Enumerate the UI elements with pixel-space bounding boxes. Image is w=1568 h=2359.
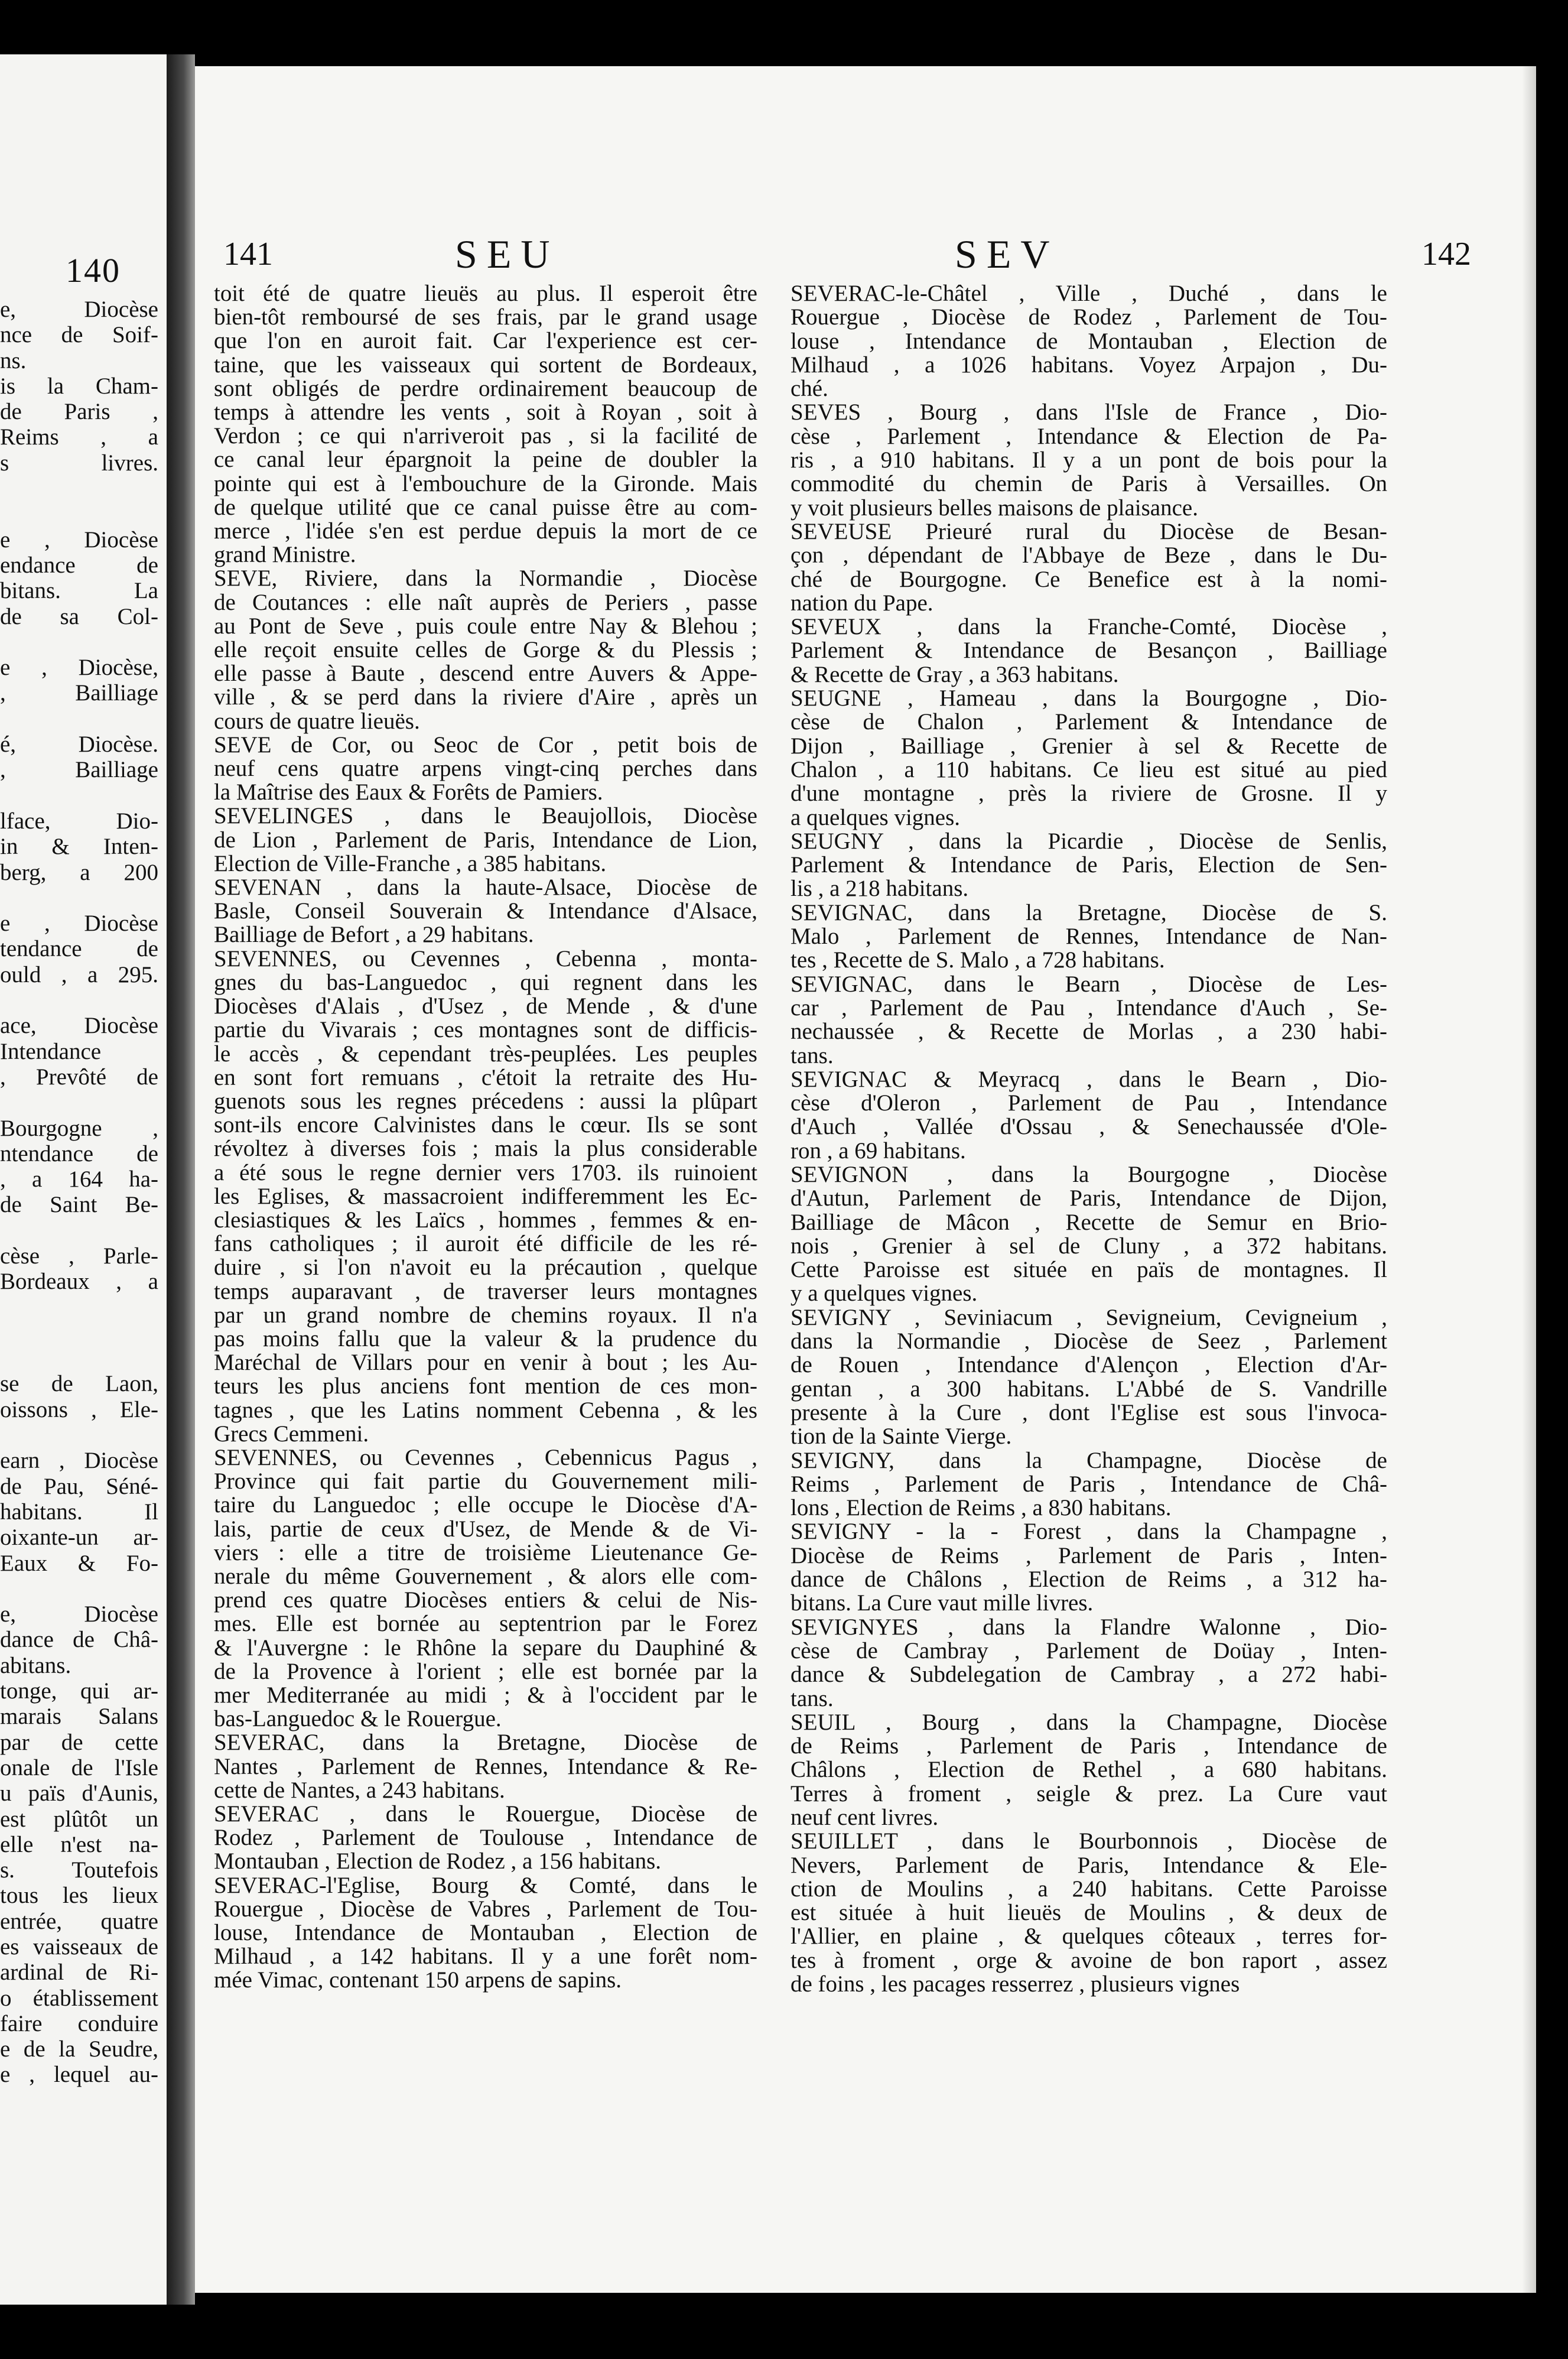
text-line: Milhaud , a 1026 habitans. Voyez Arpajon , Du-: [790, 352, 1387, 378]
text-line: SEVES , Bourg , dans l'Isle de France , Dio-: [790, 399, 1387, 425]
text-line: au Pont de Seve , puis coule entre Nay & Blehou ;: [214, 613, 757, 639]
text-line: en sont fort remuans , c'étoit la retraite des Hu-: [214, 1064, 757, 1090]
text-line: Reims , Parlement de Paris , Intendance de Châ-: [790, 1471, 1387, 1497]
previous-page-line: de sa Col-: [0, 603, 158, 629]
previous-page-line: [0, 783, 167, 808]
text-line: le accès , & cependant très-peuplées. Les peuples: [214, 1041, 757, 1067]
previous-page-line: [0, 629, 167, 655]
text-line: cette de Nantes, a 243 habitans.: [214, 1777, 505, 1803]
text-line: d'Autun, Parlement de Paris, Intendance de Dijon,: [790, 1185, 1387, 1211]
text-line: grand Ministre.: [214, 542, 356, 568]
text-line: Terres à froment , seigle & prez. La Cure vaut: [790, 1780, 1387, 1806]
previous-page-line: e , lequel au-: [0, 2062, 158, 2088]
previous-page-line: u païs d'Aunis,: [0, 1780, 158, 1806]
previous-page-line: Bordeaux , a: [0, 1269, 158, 1295]
previous-page-line: ns.: [0, 347, 27, 373]
previous-page-line: e, Diocèse: [0, 297, 158, 322]
text-line: sont-ils encore Calvinistes dans le cœur. Ils se sont: [214, 1112, 757, 1138]
text-line: Parlement & Intendance de Paris, Election de Sen-: [790, 852, 1387, 878]
text-line: SEVENAN , dans la haute-Alsace, Diocèse de: [214, 875, 757, 901]
previous-page-line: ould , a 295.: [0, 961, 158, 987]
previous-page-line: , Prevôté de: [0, 1064, 158, 1090]
previous-page-line: entrée, quatre: [0, 1908, 158, 1934]
previous-page-line: s. Toutefois: [0, 1857, 158, 1883]
previous-page-line: Bourgogne ,: [0, 1115, 158, 1141]
previous-page-line: [0, 885, 167, 911]
previous-page-line: [0, 476, 167, 501]
text-line: SEVERAC, dans la Bretagne, Diocèse de: [214, 1730, 757, 1756]
text-line: louse , Intendance de Montauban , Election de: [790, 328, 1387, 354]
previous-page-line: se de Laon,: [0, 1371, 158, 1397]
text-line: SEVE, Riviere, dans la Normandie , Diocèse: [214, 566, 757, 592]
text-line: bien-tôt remboursé de ses frais, par le grand usage: [214, 304, 757, 330]
text-line: Rodez , Parlement de Toulouse , Intendance de: [214, 1825, 757, 1851]
text-line: cèse d'Oleron , Parlement de Pau , Intendance: [790, 1090, 1387, 1116]
previous-page-line: is la Cham-: [0, 373, 158, 399]
previous-page-line: tous les lieux: [0, 1883, 158, 1909]
text-line: dance & Subdelegation de Cambray , a 272 habi-: [790, 1662, 1387, 1688]
previous-page-line: [0, 1576, 167, 1601]
previous-page-line: bitans. La: [0, 578, 158, 604]
previous-page-line: es vaisseaux de: [0, 1934, 158, 1960]
text-line: toit été de quatre lieuës au plus. Il esperoit être: [214, 281, 757, 306]
text-line: de quelque utilité que ce canal puisse être au com-: [214, 494, 757, 520]
text-line: Dijon , Bailliage , Grenier à sel & Recette de: [790, 733, 1387, 759]
previous-page-line: , Bailliage: [0, 680, 158, 706]
book-gutter: [167, 54, 195, 2305]
text-line: Parlement & Intendance de Besançon , Bailliage: [790, 638, 1387, 664]
text-line: SEVIGNON , dans la Bourgogne , Diocèse: [790, 1161, 1387, 1187]
book-page: [195, 66, 1536, 2293]
text-line: d'Auch , Vallée d'Ossau , & Senechaussée d'Ole-: [790, 1114, 1387, 1140]
text-line: SEVIGNYES , dans la Flandre Walonne , Dio-: [790, 1614, 1387, 1640]
previous-page-line: tonge, qui ar-: [0, 1678, 158, 1704]
text-line: SEVIGNAC, dans la Bretagne, Diocèse de S.: [790, 899, 1387, 925]
previous-page-line: o établissement: [0, 1985, 158, 2011]
previous-page-line: tendance de: [0, 936, 158, 962]
text-line: partie du Vivarais ; ces montagnes sont de difficis-: [214, 1017, 757, 1043]
previous-page-line: elle n'est na-: [0, 1831, 158, 1857]
text-line: SEVIGNY, dans la Champagne, Diocèse de: [790, 1447, 1387, 1473]
text-line: ris , a 910 habitans. Il y a un pont de bois pour la: [790, 447, 1387, 473]
text-line: Bailliage de Mâcon , Recette de Semur en Brio-: [790, 1209, 1387, 1235]
text-line: Malo , Parlement de Rennes, Intendance de Nan-: [790, 924, 1387, 950]
previous-page-line: oixante-un ar-: [0, 1525, 158, 1551]
previous-page-line: , Bailliage: [0, 757, 158, 783]
text-line: la Maîtrise des Eaux & Forêts de Pamiers.: [214, 779, 603, 805]
text-line: SEVERAC-le-Châtel , Ville , Duché , dans le: [790, 281, 1387, 306]
text-line: lis , a 218 habitans.: [790, 876, 969, 902]
text-line: Basle, Conseil Souverain & Intendance d'Alsace,: [214, 898, 757, 924]
text-line: l'Allier, en plaine , & quelques côteaux , terres for-: [790, 1923, 1387, 1949]
previous-page-line: e , Diocèse,: [0, 655, 158, 681]
previous-page-line: [0, 1218, 167, 1243]
text-line: car , Parlement de Pau , Intendance d'Auch , Se-: [790, 995, 1387, 1021]
text-line: cèse , Parlement , Intendance & Election de Pa-: [790, 423, 1387, 449]
text-line: SEVEUSE Prieuré rural du Diocèse de Besan-: [790, 518, 1387, 544]
text-line: merce , l'idée s'en est perdue depuis la mort de ce: [214, 518, 757, 544]
text-line: Maréchal de Villars pour en venir à bout ; les Au-: [214, 1350, 757, 1376]
text-line: SEUILLET , dans le Bourbonnois , Diocèse de: [790, 1828, 1387, 1854]
text-line: tes , Recette de S. Malo , a 728 habitans.: [790, 947, 1165, 973]
text-line: SEVERAC , dans le Rouergue, Diocèse de: [214, 1801, 757, 1827]
previous-page-line: [0, 1090, 167, 1115]
text-line: ction de Moulins , a 240 habitans. Cette Paroisse: [790, 1876, 1387, 1902]
text-line: tes à froment , orge & avoine de bon raport , assez: [790, 1947, 1387, 1973]
left-text-column: [214, 282, 757, 1993]
previous-page-line: berg, a 200: [0, 859, 158, 885]
text-line: a été sous le regne dernier vers 1703. ils ruinoient: [214, 1159, 757, 1185]
text-line: commodité du chemin de Paris à Versailles. On: [790, 471, 1387, 497]
text-line: tans.: [790, 1685, 834, 1711]
text-line: cours de quatre lieuës.: [214, 708, 420, 734]
text-line: guenots sous les regnes précedens : aussi la plûpart: [214, 1088, 757, 1114]
previous-page-line: in & Inten-: [0, 834, 158, 860]
text-line: SEUIL , Bourg , dans la Champagne, Diocèse: [790, 1709, 1387, 1735]
left-page-number: 141: [223, 236, 273, 272]
text-line: bitans. La Cure vaut mille livres.: [790, 1590, 1094, 1616]
left-running-head: SEU: [455, 232, 559, 277]
text-line: Cette Paroisse est située en païs de montagnes. Il: [790, 1257, 1387, 1283]
text-line: ché.: [790, 376, 828, 402]
previous-page-line: dance de Châ-: [0, 1627, 158, 1653]
text-line: SEVIGNY - la - Forest , dans la Champagne ,: [790, 1519, 1387, 1545]
page-edge-shadow: [1522, 66, 1536, 2293]
text-line: fans catholiques ; il auroit été difficile de les ré-: [214, 1231, 757, 1257]
text-line: teurs les plus anciens font mention de ces mon-: [214, 1373, 757, 1399]
text-line: SEVENNES, ou Cevennes , Cebennicus Pagus ,: [214, 1444, 757, 1470]
text-line: clesiastiques & les Laïcs , hommes , femmes & en-: [214, 1207, 757, 1233]
previous-page-line: , a 164 ha-: [0, 1166, 158, 1193]
previous-page-line: e , Diocèse: [0, 527, 158, 553]
text-line: pas moins fallu que la valeur & la prudence du: [214, 1325, 757, 1351]
previous-page-text: [0, 297, 167, 2088]
text-line: tion de la Sainte Vierge.: [790, 1424, 1012, 1450]
text-line: est située à huit lieuës de Moulins , & deux de: [790, 1900, 1387, 1926]
previous-page-line: de Paris ,: [0, 399, 158, 425]
text-line: y voit plusieurs belles maisons de plaisance.: [790, 495, 1198, 521]
text-line: ché de Bourgogne. Ce Benefice est à la nomi-: [790, 566, 1387, 592]
text-line: Diocèses d'Alais , d'Usez , de Mende , & d'une: [214, 993, 757, 1019]
previous-page-line: est plûtôt un: [0, 1806, 158, 1832]
text-line: Province qui fait partie du Gouvernement mili-: [214, 1468, 757, 1494]
text-line: neuf cens quatre arpens vingt-cinq perches dans: [214, 756, 757, 782]
text-line: elle passe à Baute , descend entre Auvers & Appe-: [214, 661, 757, 687]
text-line: temps à attendre les vents , soit à Royan , soit à: [214, 399, 757, 425]
previous-page-line: [0, 1295, 167, 1320]
text-line: SEVIGNAC & Meyracq , dans le Bearn , Dio-: [790, 1066, 1387, 1092]
text-line: SEVIGNY , Seviniacum , Sevigneium, Cevigneium ,: [790, 1304, 1387, 1330]
text-line: SEVEUX , dans la Franche-Comté, Diocèse ,: [790, 614, 1387, 640]
text-line: ron , a 69 habitans.: [790, 1138, 966, 1164]
text-line: neuf cent livres.: [790, 1805, 939, 1830]
text-line: elle reçoit ensuite celles de Gorge & du Plessis ;: [214, 637, 757, 663]
right-page-number: 142: [1421, 236, 1471, 272]
text-line: de foins , les pacages resserrez , plusieurs vignes: [790, 1971, 1240, 1997]
text-line: Rouergue , Diocèse de Rodez , Parlement de Tou-: [790, 304, 1387, 330]
text-line: nechaussée , & Recette de Morlas , a 230 habi-: [790, 1019, 1387, 1045]
text-line: que l'on en auroit fait. Car l'experience est cer-: [214, 328, 757, 354]
text-line: ville , & se perd dans la riviere d'Aire , après un: [214, 684, 757, 710]
previous-page-line: cèse , Parle-: [0, 1243, 158, 1269]
previous-page-line: [0, 987, 167, 1013]
previous-page-line: ntendance de: [0, 1140, 158, 1166]
text-line: nation du Pape.: [790, 590, 933, 616]
text-line: Montauban , Election de Rodez , a 156 habitans.: [214, 1848, 662, 1874]
previous-page-line: faire conduire: [0, 2010, 158, 2036]
right-text-column: [790, 282, 1387, 1996]
text-line: gentan , a 300 habitans. L'Abbé de S. Vandrille: [790, 1376, 1387, 1402]
text-line: cèse de Chalon , Parlement & Intendance de: [790, 709, 1387, 735]
previous-page-line: endance de: [0, 552, 158, 578]
text-line: Grecs Cemmeni.: [214, 1421, 369, 1447]
text-line: de Coutances : elle naît auprès de Periers , passe: [214, 589, 757, 615]
previous-page-line: [0, 706, 167, 732]
text-line: duire , si l'on n'avoit eu la précaution , quelque: [214, 1255, 757, 1281]
text-line: SEUGNY , dans la Picardie , Diocèse de Senlis,: [790, 828, 1387, 854]
previous-page-number: 140: [66, 251, 121, 290]
text-line: tans.: [790, 1042, 834, 1068]
text-line: nerale du même Gouvernement , & alors elle com-: [214, 1563, 757, 1589]
text-line: de la Provence à l'orient ; elle est bornée par la: [214, 1658, 757, 1684]
previous-page-line: de Pau, Séné-: [0, 1473, 158, 1499]
text-line: gnes du bas-Languedoc , qui regnent dans les: [214, 969, 757, 995]
text-line: a quelques vignes.: [790, 804, 961, 830]
text-line: temps auparavant , de traverser leurs montagnes: [214, 1278, 757, 1304]
text-line: les Eglises, & massacroient indifferemment les Ec-: [214, 1183, 757, 1209]
previous-page-line: ace, Diocèse: [0, 1013, 158, 1039]
previous-page-line: e, Diocèse: [0, 1601, 158, 1627]
text-line: taire du Languedoc ; elle occupe le Diocèse d'A-: [214, 1492, 757, 1518]
text-line: Chalon , a 110 habitans. Ce lieu est situé au pied: [790, 756, 1387, 782]
text-line: Châlons , Election de Rethel , a 680 habitans.: [790, 1757, 1387, 1783]
previous-page-line: [0, 1346, 167, 1371]
text-line: Diocèse de Reims , Parlement de Paris , Inten-: [790, 1542, 1387, 1568]
previous-page-line: Reims , a: [0, 424, 158, 450]
previous-page-line: Eaux & Fo-: [0, 1550, 158, 1576]
text-line: d'une montagne , près la riviere de Grosne. Il y: [790, 781, 1387, 807]
previous-page-line: marais Salans: [0, 1704, 158, 1730]
previous-page-line: habitans. Il: [0, 1499, 158, 1525]
previous-page-line: [0, 1422, 167, 1448]
text-line: SEVIGNAC, dans le Bearn , Diocèse de Les-: [790, 971, 1387, 997]
text-line: dans la Normandie , Diocèse de Seez , Parlement: [790, 1328, 1387, 1354]
text-line: de Lion , Parlement de Paris, Intendance de Lion,: [214, 827, 757, 853]
text-line: sont obligés de perdre ordinairement beaucoup de: [214, 375, 757, 401]
text-line: prend ces quatre Diocèses entiers & celui de Nis-: [214, 1587, 757, 1613]
previous-page-line: [0, 501, 167, 527]
text-line: Verdon ; ce qui n'arriveroit pas , si la facilité de: [214, 423, 757, 449]
text-line: révoltez à diverses fois ; mais la plus considerable: [214, 1136, 757, 1162]
previous-page-line: abitans.: [0, 1652, 71, 1678]
text-line: dance de Châlons , Election de Reims , a 312 ha-: [790, 1567, 1387, 1593]
previous-page-line: oissons , Ele-: [0, 1396, 158, 1422]
previous-page-line: e , Diocèse: [0, 911, 158, 937]
text-line: Election de Ville-Franche , a 385 habitans.: [214, 850, 607, 876]
text-line: lons , Election de Reims , a 830 habitans.: [790, 1495, 1172, 1521]
text-line: mée Vimac, contenant 150 arpens de sapins.: [214, 1967, 622, 1993]
text-line: & Recette de Gray , a 363 habitans.: [790, 661, 1119, 687]
text-line: tagnes , que les Latins nomment Cebenna , & les: [214, 1397, 757, 1423]
text-line: lais, partie de ceux d'Usez, de Mende & de Vi-: [214, 1516, 757, 1542]
text-line: ce canal leur épargnoit la peine de doubler la: [214, 447, 757, 473]
text-line: SEVENNES, ou Cevennes , Cebenna , monta-: [214, 945, 757, 971]
text-line: presente à la Cure , dont l'Eglise est sous l'invoca-: [790, 1399, 1387, 1425]
text-line: SEVE de Cor, ou Seoc de Cor , petit bois de: [214, 732, 757, 758]
text-line: louse, Intendance de Montauban , Election de: [214, 1920, 757, 1946]
text-line: çon , dépendant de l'Abbaye de Beze , dans le Du-: [790, 542, 1387, 568]
text-line: & l'Auvergne : le Rhône la separe du Dauphiné &: [214, 1635, 757, 1661]
previous-page-line: earn , Diocèse: [0, 1448, 158, 1474]
text-line: Milhaud , a 142 habitans. Il y a une forêt nom-: [214, 1944, 757, 1970]
previous-page-line: é, Diocèse.: [0, 732, 158, 758]
text-line: SEVERAC-l'Eglise, Bourg & Comté, dans le: [214, 1872, 757, 1898]
text-line: Nantes , Parlement de Rennes, Intendance & Re-: [214, 1753, 757, 1779]
previous-page-line: onale de l'Isle: [0, 1754, 158, 1780]
text-line: taine, que les vaisseaux qui sortent de Bordeaux,: [214, 352, 757, 378]
previous-page-line: Intendance: [0, 1038, 102, 1064]
previous-page-line: s livres.: [0, 450, 158, 476]
previous-page-line: lface, Dio-: [0, 808, 158, 834]
text-line: mer Mediterranée au midi ; & à l'occident par le: [214, 1682, 757, 1708]
text-line: viers : elle a titre de troisième Lieutenance Ge-: [214, 1539, 757, 1565]
text-line: de Rouen , Intendance d'Alençon , Election d'Ar-: [790, 1352, 1387, 1378]
text-line: Bailliage de Befort , a 29 habitans.: [214, 922, 534, 948]
previous-page-line: de Saint Be-: [0, 1192, 158, 1218]
text-line: Rouergue , Diocèse de Vabres , Parlement de Tou-: [214, 1896, 757, 1922]
text-line: par un grand nombre de chemins royaux. Il n'a: [214, 1302, 757, 1328]
previous-page-line: e de la Seudre,: [0, 2036, 158, 2062]
text-line: nois , Grenier à sel de Cluny , a 372 habitans.: [790, 1233, 1387, 1259]
text-line: SEVELINGES , dans le Beaujollois, Diocèse: [214, 803, 757, 829]
text-line: SEUGNE , Hameau , dans la Bourgogne , Dio-: [790, 685, 1387, 711]
previous-page-line: par de cette: [0, 1729, 158, 1755]
previous-page-fragment: [0, 54, 167, 2305]
right-running-head: SEV: [955, 232, 1059, 277]
text-line: Nevers, Parlement de Paris, Intendance & Ele-: [790, 1852, 1387, 1878]
text-line: mes. Elle est bornée au septentrion par le Forez: [214, 1611, 757, 1637]
previous-page-line: [0, 1320, 167, 1346]
previous-page-line: ardinal de Ri-: [0, 1960, 158, 1986]
text-line: pointe qui est à l'embouchure de la Gironde. Mais: [214, 470, 757, 496]
text-line: cèse de Cambray , Parlement de Doüay , Inten-: [790, 1637, 1387, 1663]
text-line: y a quelques vignes.: [790, 1281, 978, 1307]
text-line: bas-Languedoc & le Rouergue.: [214, 1706, 502, 1732]
previous-page-line: nce de Soif-: [0, 322, 158, 348]
text-line: de Reims , Parlement de Paris , Intendance de: [790, 1733, 1387, 1759]
